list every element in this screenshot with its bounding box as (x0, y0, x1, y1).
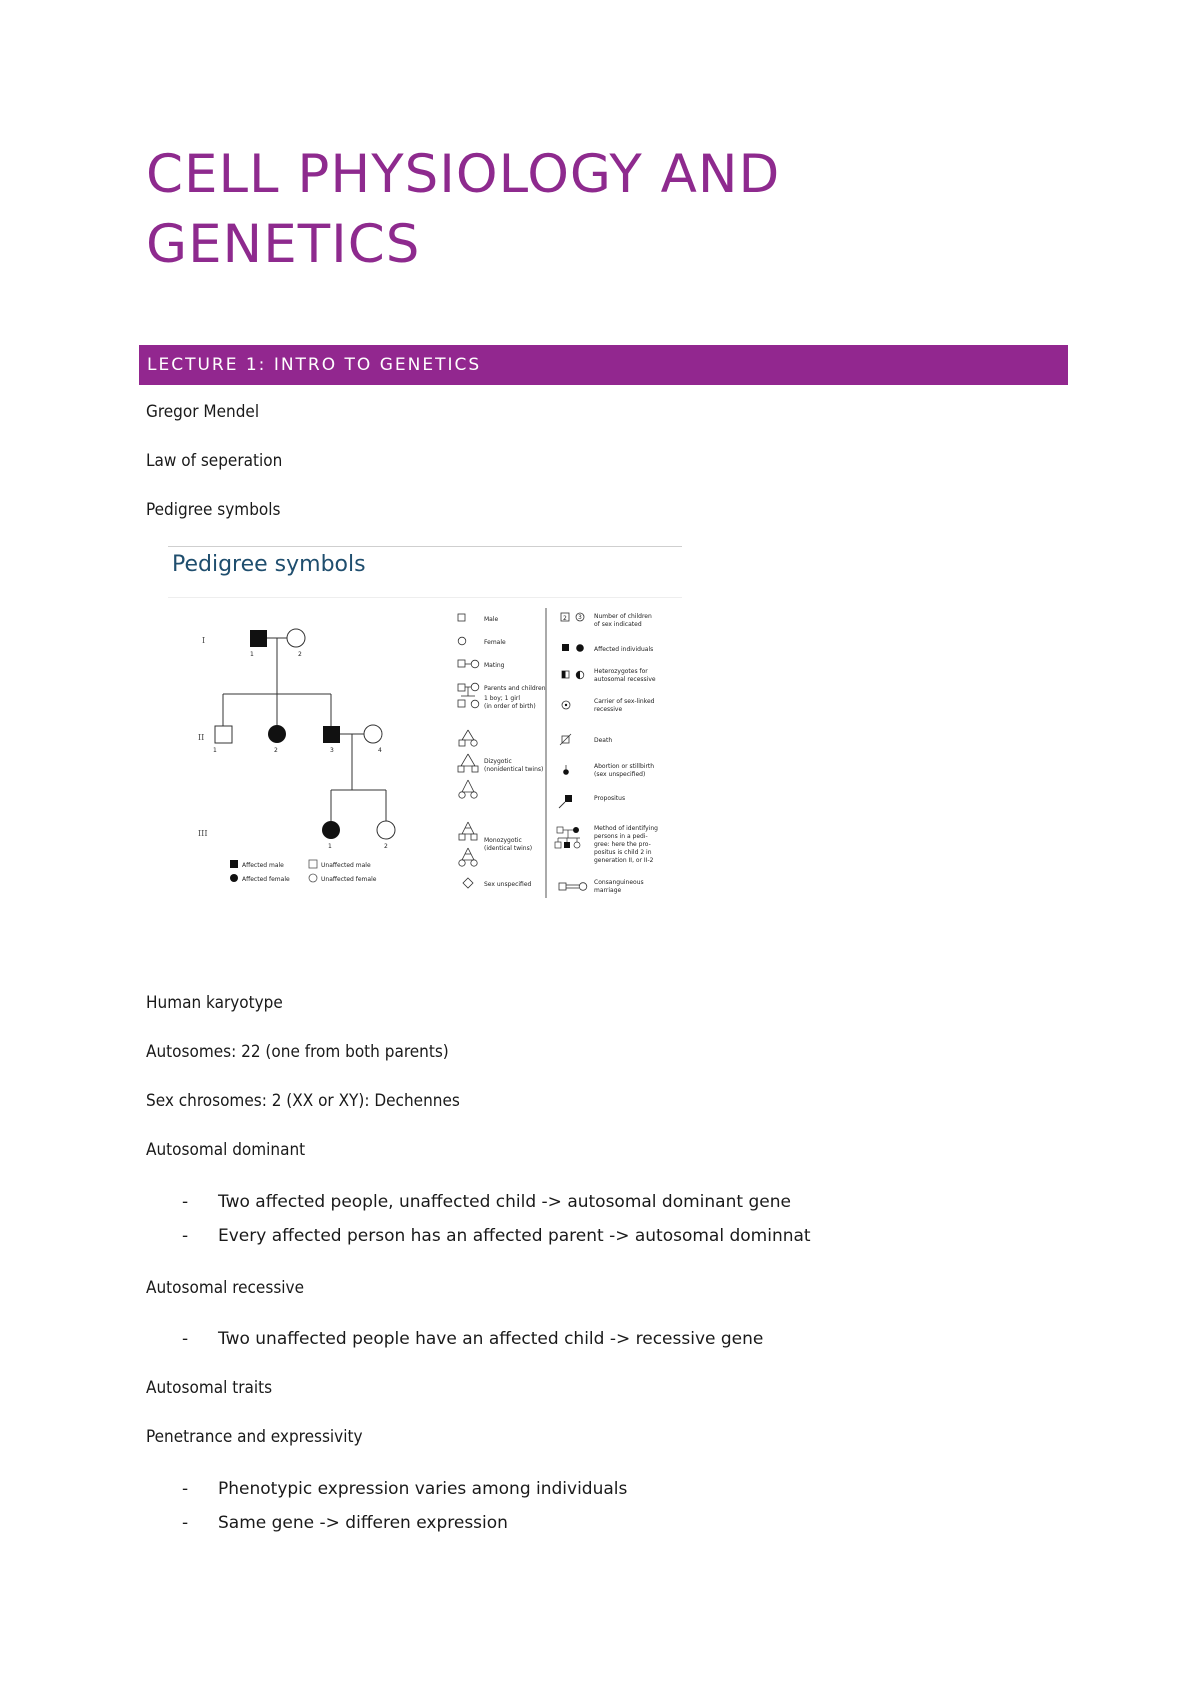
key-consang-male (559, 883, 566, 890)
key-abortion-symbol (563, 769, 569, 775)
key-abortion-2: (sex unspecified) (594, 771, 646, 778)
key-parents-male (458, 684, 465, 691)
key-monozygotic-female-1 (459, 860, 465, 866)
key-monozygotic-2: (identical twins) (484, 845, 533, 852)
bullet-marker: - (182, 1192, 189, 1212)
key-method-male-1 (557, 827, 563, 833)
bullet-marker: - (182, 1329, 189, 1349)
key-consang-female (579, 883, 587, 891)
line-autosomes: Autosomes: 22 (one from both parents) (146, 1042, 449, 1062)
gen1-number-2: 2 (298, 651, 302, 658)
key-dizygotic-branch-3 (462, 780, 474, 792)
key-dizygotic: Dizygotic (484, 758, 512, 765)
key-dizygotic-2: (nonidentical twins) (484, 766, 544, 773)
gen1-affected-male (250, 630, 267, 647)
key-method-3: gree: here the pro- (594, 841, 651, 848)
key-carrier-2: recessive (594, 706, 623, 713)
pedigree-diagram (168, 546, 682, 908)
bullet-marker: - (182, 1479, 189, 1499)
key-hetero: Heterozygotes for (594, 668, 648, 675)
section-header-bar (139, 345, 1068, 385)
key-consang: Consanguineous (594, 879, 644, 886)
key-death: Death (594, 737, 613, 744)
bullet-recessive-1: Two unaffected people have an affected child -> recessive gene (218, 1329, 764, 1349)
gen2-unaffected-male (215, 726, 232, 743)
key-hetero-2: autosomal recessive (594, 676, 656, 683)
generation-label-3: III (198, 829, 208, 838)
key-dizygotic-male-3 (472, 766, 478, 772)
key-left-column (458, 614, 546, 888)
title-line-1: CELL PHYSIOLOGY AND (146, 144, 781, 205)
key-number-female-count: 3 (578, 614, 582, 621)
key-dizygotic-branch-1 (462, 730, 474, 740)
key-male-symbol (458, 614, 465, 621)
legend-affected-female-symbol (230, 874, 238, 882)
line-law-of-separation: Law of seperation (146, 451, 283, 471)
line-human-karyotype: Human karyotype (146, 993, 283, 1013)
key-number-2: of sex indicated (594, 621, 642, 628)
gen2-affected-female (268, 725, 286, 743)
gen2-number-1: 1 (213, 747, 217, 754)
key-mating-male (458, 660, 465, 667)
key-male: Male (484, 616, 499, 623)
bullet-dominant-1: Two affected people, unaffected child -> autosomal dominant gene (218, 1192, 791, 1212)
generation-label-2: II (198, 733, 205, 742)
gen3-number-1: 1 (328, 843, 332, 850)
line-sex-chromosomes: Sex chrosomes: 2 (XX or XY): Dechennes (146, 1091, 460, 1111)
line-autosomal-traits: Autosomal traits (146, 1378, 273, 1398)
key-right-column (555, 613, 658, 894)
legend-unaffected-female-symbol (309, 874, 317, 882)
legend-unaffected-male: Unaffected male (321, 862, 371, 869)
key-affected-female-symbol (576, 644, 584, 652)
bullet-penetrance-1: Phenotypic expression varies among individuals (218, 1479, 628, 1499)
document-title (146, 140, 1046, 280)
key-method-2: persons in a pedi- (594, 833, 648, 840)
key-method-child-3 (574, 842, 580, 848)
figure-title: Pedigree symbols (172, 552, 366, 577)
key-carrier: Carrier of sex-linked (594, 698, 655, 705)
key-sex-unspecified: Sex unspecified (484, 881, 532, 888)
line-gregor-mendel: Gregor Mendel (146, 402, 260, 422)
key-affected-male-symbol (562, 644, 569, 651)
key-child-female (471, 700, 479, 708)
key-monozygotic-male-2 (471, 834, 477, 840)
key-dizygotic-male-2 (458, 766, 464, 772)
generation-label-1: I (202, 636, 206, 645)
key-propositus-arrow (559, 802, 565, 808)
key-carrier-dot (565, 704, 567, 706)
key-affected: Affected individuals (594, 646, 654, 653)
gen3-affected-female (322, 821, 340, 839)
key-child-male (458, 700, 465, 707)
key-number-male-count: 2 (563, 615, 567, 622)
key-monozygotic-female-2 (471, 860, 477, 866)
bullet-penetrance-2: Same gene -> differen expression (218, 1513, 508, 1533)
key-method-child-2 (564, 842, 570, 848)
legend-affected-male-symbol (230, 860, 238, 868)
legend-affected-male: Affected male (242, 862, 284, 869)
line-autosomal-recessive: Autosomal recessive (146, 1278, 304, 1298)
key-method-5: generation II, or II-2 (594, 857, 654, 864)
gen3-number-2: 2 (384, 843, 388, 850)
key-parents-female (471, 683, 479, 691)
key-propositus: Propositus (594, 795, 626, 802)
key-mating: Mating (484, 662, 505, 669)
key-mating-female (471, 660, 479, 668)
key-dizygotic-female-2 (459, 792, 465, 798)
bullet-dominant-2: Every affected person has an affected parent -> autosomal dominnat (218, 1226, 811, 1246)
gen2-number-4: 4 (378, 747, 382, 754)
bullet-marker: - (182, 1513, 189, 1533)
gen3-unaffected-female (377, 821, 395, 839)
gen2-number-2: 2 (274, 747, 278, 754)
key-method-4: positus is child 2 in (594, 849, 652, 856)
line-pedigree-symbols: Pedigree symbols (146, 500, 281, 520)
key-dizygotic-female-1 (471, 740, 477, 746)
key-method: Method of identifying (594, 825, 658, 832)
line-penetrance-expressivity: Penetrance and expressivity (146, 1427, 363, 1447)
legend-unaffected-female: Unaffected female (321, 876, 377, 883)
key-parents-3: (in order of birth) (484, 703, 536, 710)
key-abortion: Abortion or stillbirth (594, 763, 655, 770)
title-line-2: GENETICS (146, 214, 421, 275)
key-female: Female (484, 639, 506, 646)
key-method-child-1 (555, 842, 561, 848)
key-female-symbol (458, 637, 466, 645)
key-monozygotic-male-1 (459, 834, 465, 840)
pedigree-figure (168, 546, 682, 908)
bullet-marker: - (182, 1226, 189, 1246)
key-parents-2: 1 boy; 1 girl (484, 695, 521, 702)
key-hetero-male-fill (562, 671, 566, 678)
key-consang-2: marriage (594, 887, 622, 894)
gen1-number-1: 1 (250, 651, 254, 658)
key-propositus-symbol (565, 795, 572, 802)
legend-unaffected-male-symbol (309, 860, 317, 868)
line-autosomal-dominant: Autosomal dominant (146, 1140, 306, 1160)
key-monozygotic: Monozygotic (484, 837, 522, 844)
key-dizygotic-male-1 (459, 740, 465, 746)
gen2-unaffected-female (364, 725, 382, 743)
gen2-affected-male (323, 726, 340, 743)
key-parents: Parents and children (484, 685, 546, 692)
section-header-text: LECTURE 1: INTRO TO GENETICS (147, 355, 482, 375)
gen2-number-3: 3 (330, 747, 334, 754)
key-sex-unspecified-symbol (463, 878, 473, 888)
key-dizygotic-branch-2 (461, 754, 475, 766)
key-dizygotic-female-3 (471, 792, 477, 798)
key-number: Number of children (594, 613, 652, 620)
legend-affected-female: Affected female (242, 876, 290, 883)
gen1-unaffected-female (287, 629, 305, 647)
key-method-female-1 (573, 827, 579, 833)
